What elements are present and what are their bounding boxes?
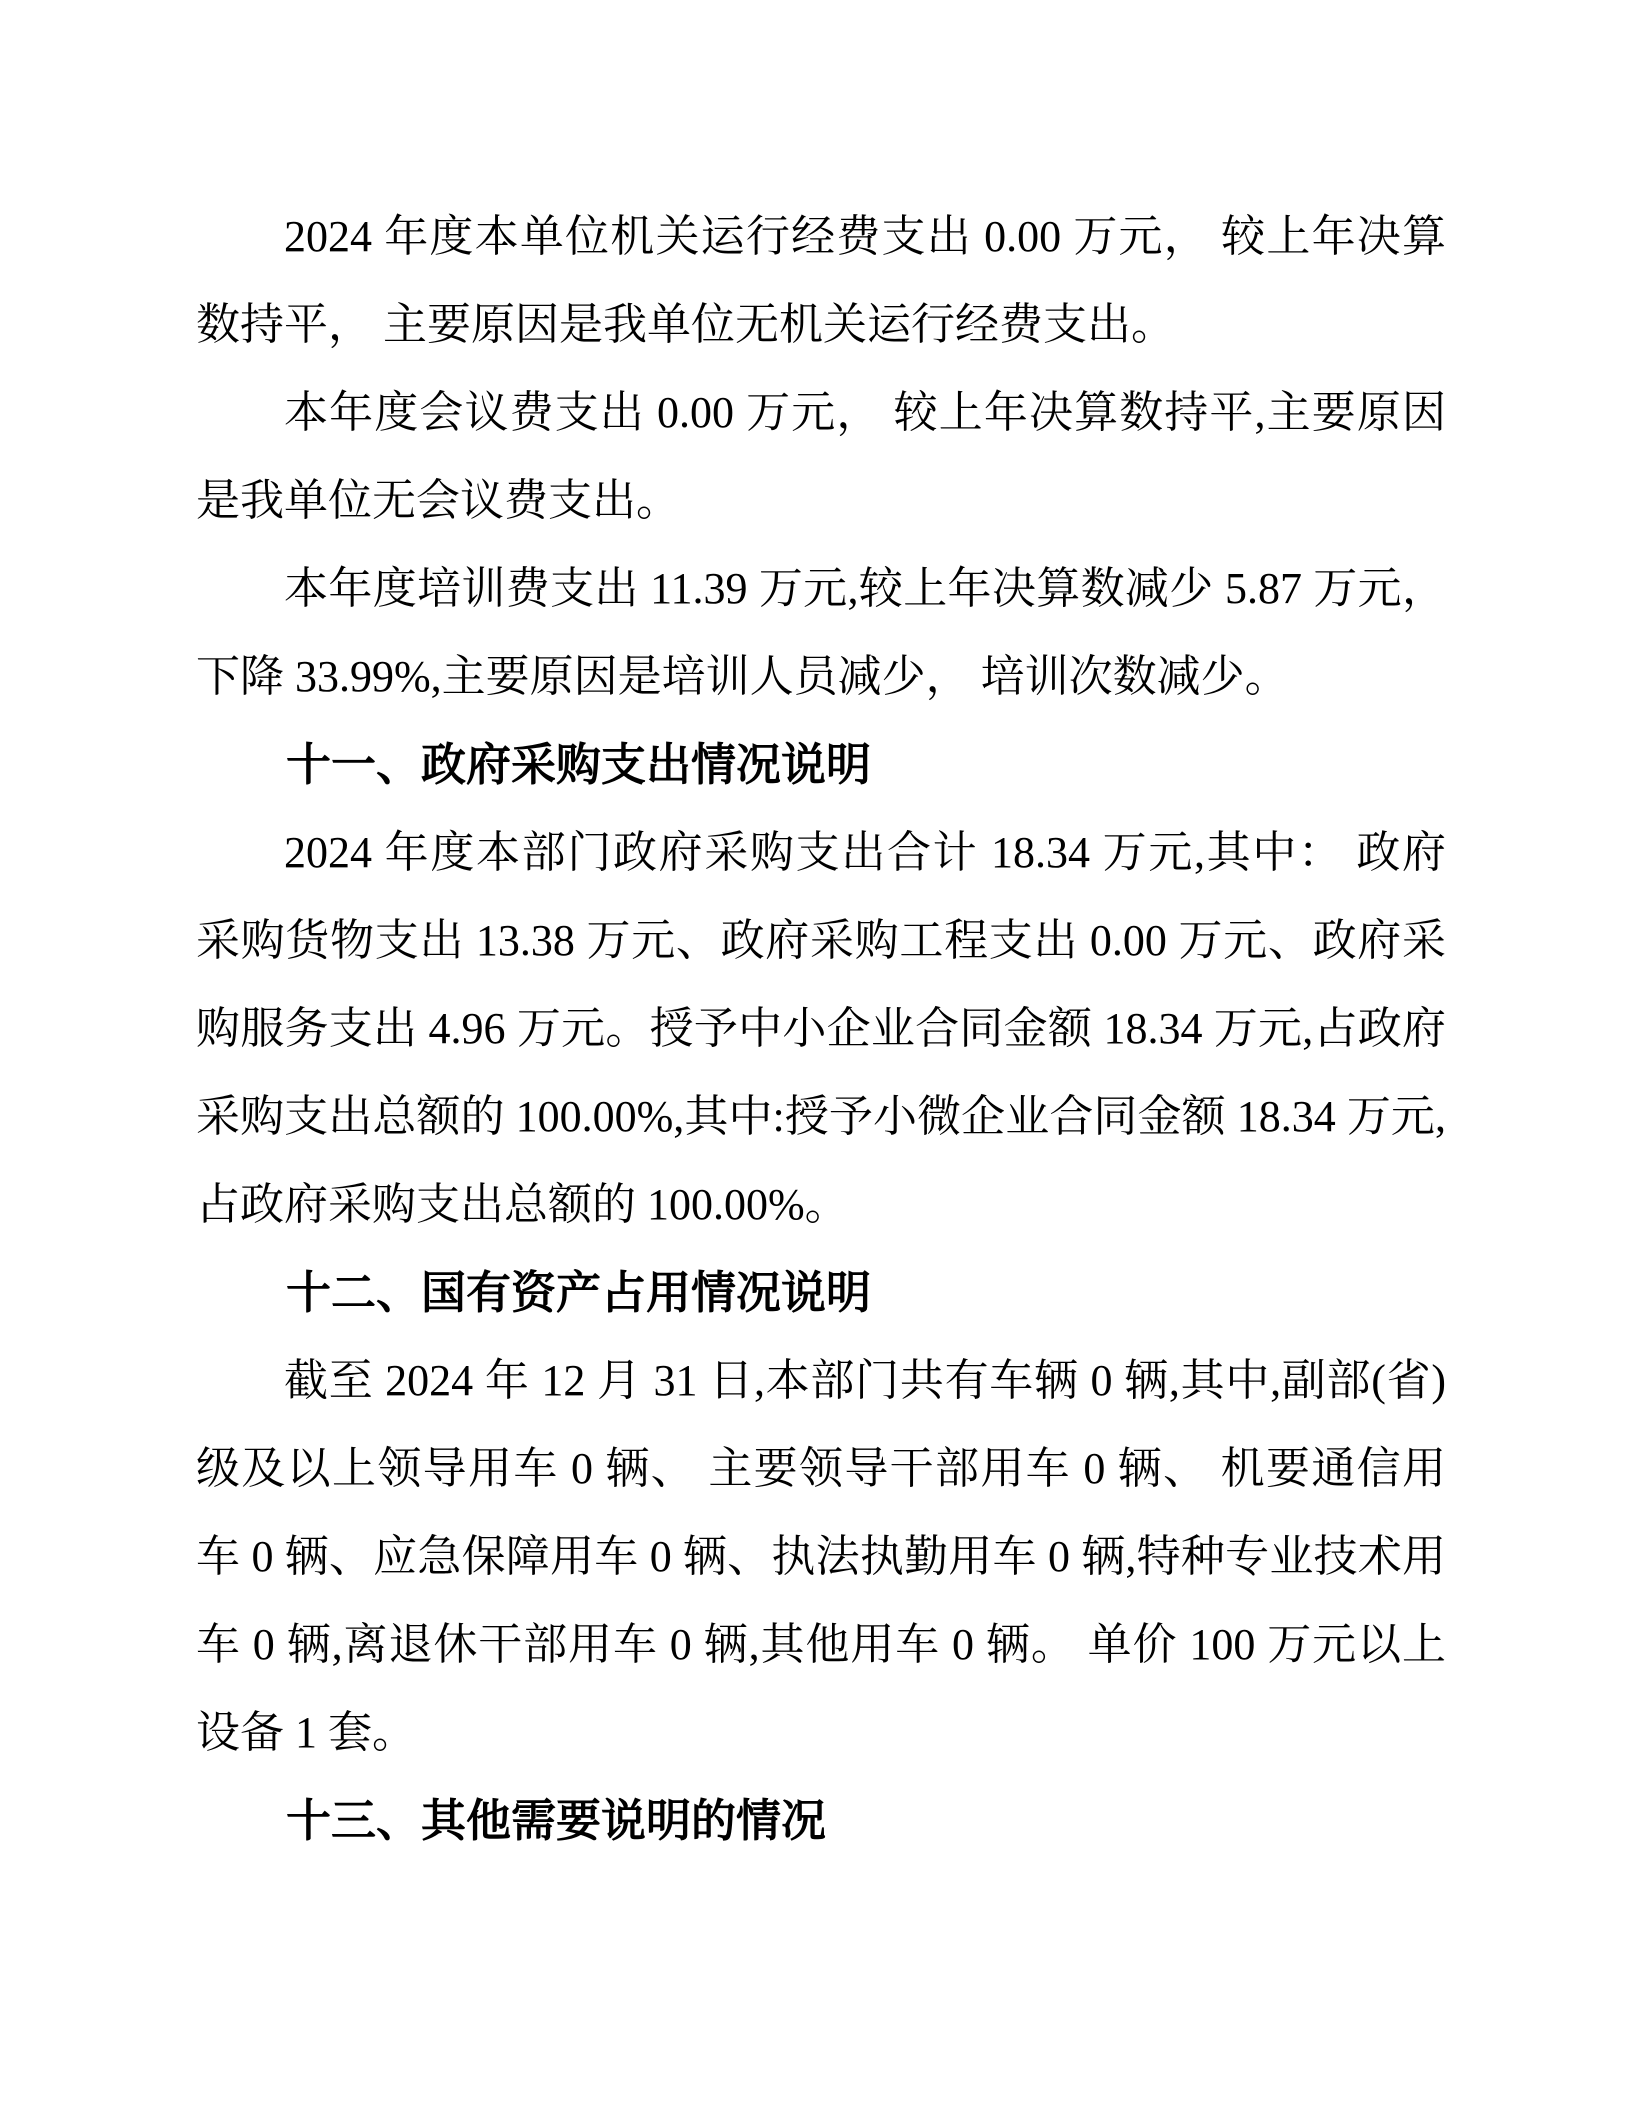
document-content [196,193,1446,1865]
para-state-assets-detail: 截至 2024 年 12 月 31 日,本部门共有车辆 0 辆,其中,副部(省)级及以上领导用车 0 辆、 主要领导干部用车 0 辆、 机要通信用车 0 辆、应急保障用车 0 辆、执法执勤用车 0 辆,特种专业技术用车 0 辆,离退休干部用车 0 辆,其他用车 0 辆。 单价 100 万元以上设备 1 套。 [196,1356,1446,1757]
para-meeting-expense: 本年度会议费支出 0.00 万元， 较上年决算数持平,主要原因是我单位无会议费支出。 [196,388,1446,525]
heading-section-11-government-procurement: 十一、政府采购支出情况说明 [286,739,872,790]
para-training-expense: 本年度培训费支出 11.39 万元,较上年决算数减少 5.87 万元， 下降 33.99%,主要原因是培训人员减少， 培训次数减少。 [196,564,1446,701]
heading-section-12-state-assets: 十二、国有资产占用情况说明 [286,1267,872,1318]
para-agency-operating-expense: 2024 年度本单位机关运行经费支出 0.00 万元， 较上年决算数持平， 主要原因是我单位无机关运行经费支出。 [196,212,1446,349]
heading-section-13-other-notes: 十三、其他需要说明的情况 [286,1795,827,1846]
para-government-procurement-detail: 2024 年度本部门政府采购支出合计 18.34 万元,其中： 政府采购货物支出 13.38 万元、政府采购工程支出 0.00 万元、政府采购服务支出 4.96 万元。授予中小企业合同金额 18.34 万元,占政府采购支出总额的 100.00%,其中:授予小微企业合同金额 18.34 万元,占政府采购支出总额的 100.00%。 [196,828,1446,1229]
